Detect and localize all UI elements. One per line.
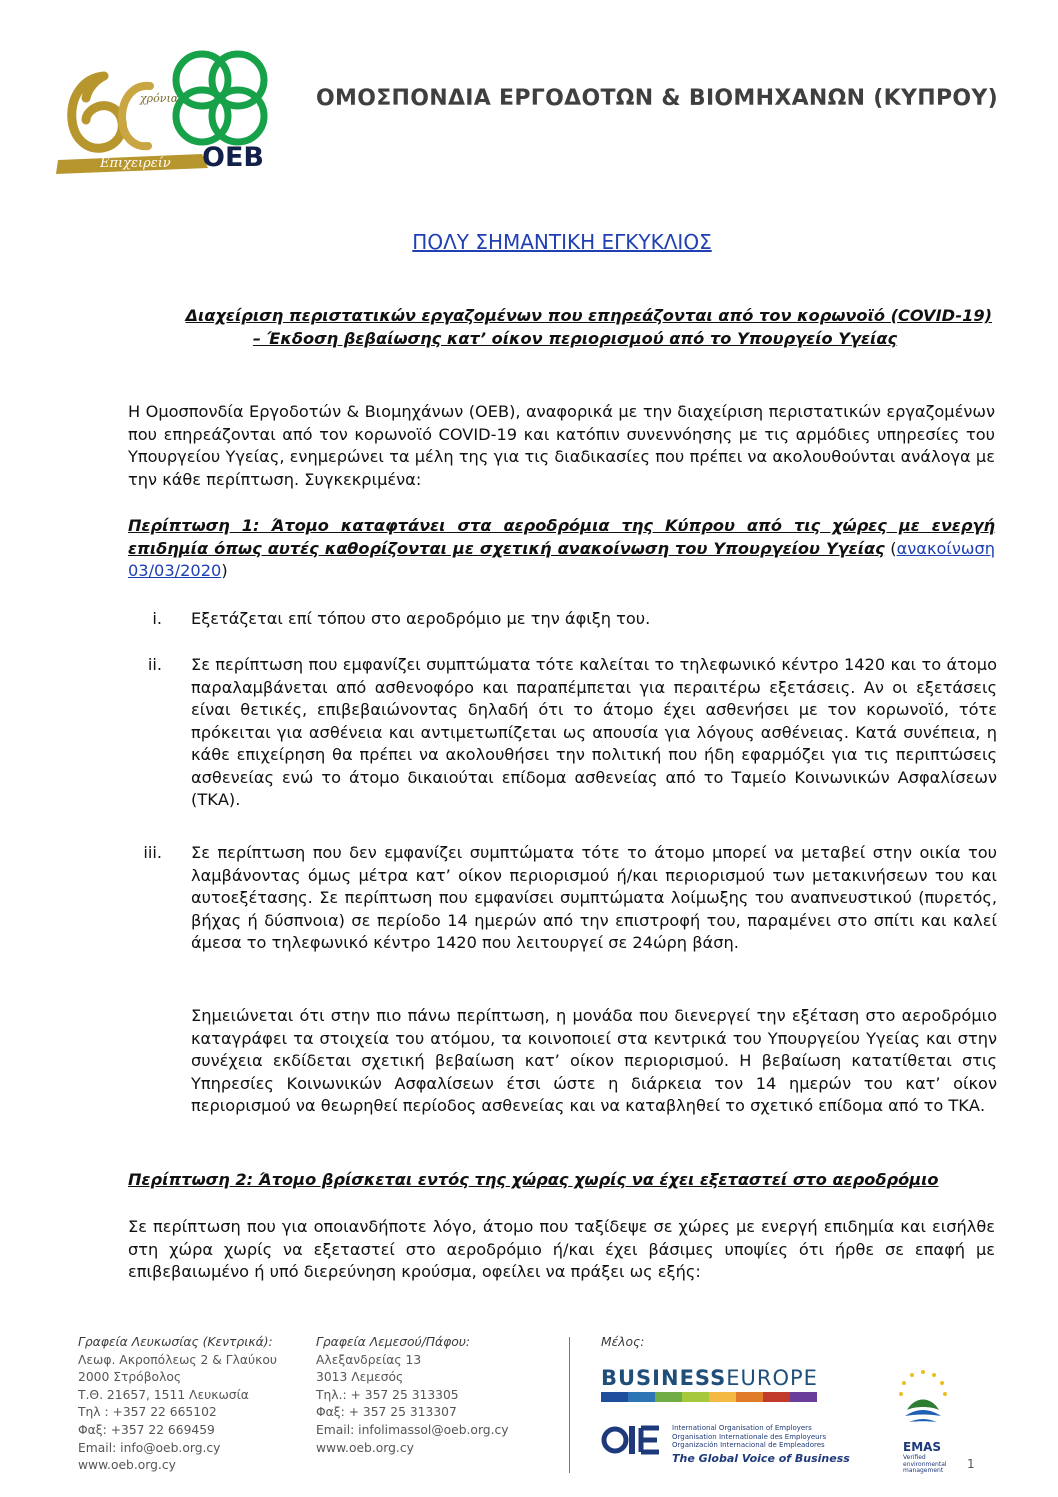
businesseurope-part1: BUSINESS — [601, 1366, 727, 1390]
emas-logo — [893, 1366, 953, 1440]
limassol-line: 3013 Λεμεσός — [316, 1370, 404, 1385]
item-text-ii: Σε περίπτωση που εμφανίζει συμπτώματα τότε καλείται το τηλεφωνικό κέντρο 1420 και το άτομο παραλαμβάνεται από ασθενοφόρο και παραπέμπεται για περαιτέρω εξετάσεις. Αν οι εξετάσεις είναι θετικές, επιβεβαιώνοντας δηλαδή ότι το άτομο έχει ασθενήσει με τον κορωνοϊό, τότε πρόκειται για ασθένεια και αντιμετωπίζεται ως απουσία για λόγους ασθένειας. Κατά συνέπεια, η κάθε επιχείρηση θα πρέπει να ακολουθήσει την πολιτική που ήδη εφαρμόζει για τις περιπτώσεις ασθενείας ενώ το άτομο δικαιούται επίδομα ασθενείας από το Ταμείο Κοινωνικών Ασφαλίσεων (ΤΚΑ). — [191, 655, 997, 809]
organisation-title: ΟΜΟΣΠΟΝΔΙΑ ΕΡΓΟΔΟΤΩΝ & ΒΙΟΜΗΧΑΝΩΝ (ΚΥΠΡΟΥ) — [316, 86, 998, 111]
nicosia-email[interactable]: Email: info@oeb.org.cy — [78, 1440, 221, 1455]
emas-sub-line: Verified — [903, 1454, 926, 1461]
nicosia-line: 2000 Στρόβολος — [78, 1370, 182, 1385]
logo-tagline: Επιχειρείν — [100, 156, 171, 171]
footer-divider — [569, 1337, 570, 1473]
item-text-iii: Σε περίπτωση που δεν εμφανίζει συμπτώματα τότε το άτομο μπορεί να μεταβεί στην οικία του λαμβάνοντας όμως μέτρα κατ’ οίκον περιορισμού ή/και περιορισμού των μετακινήσεων του και αυτοεξέτασης. Σε περίπτωση που εμφανίσει συμπτώματα λοίμωξης του αναπνευστικού (πυρετός, βήχας ή δύσπνοια) σε περίοδο 14 ημερών από την επιστροφή του, παραμένει στο σπίτι και καλεί άμεσα το τηλεφωνικό κέντρο 1420 που λειτουργεί σε 24ώρη βάση. — [191, 843, 997, 952]
announcement-link[interactable]: ανακοίνωση 03/03/2020 — [128, 538, 995, 580]
oeb-logo — [52, 36, 292, 176]
limassol-website[interactable]: www.oeb.org.cy — [316, 1440, 414, 1455]
document-title: ΠΟΛΥ ΣΗΜΑΝΤΙΚΗ ΕΓΚΥΚΛΙΟΣ — [412, 230, 712, 254]
logo-years-text: χρόνια — [140, 92, 179, 105]
subtitle-line-2: – Έκδοση βεβαίωσης κατ’ οίκον περιορισμού από το Υπουργείο Υγείας — [252, 329, 898, 348]
businesseurope-part2: EUROPE — [726, 1366, 818, 1390]
nicosia-website[interactable]: www.oeb.org.cy — [78, 1458, 176, 1473]
ioe-emblem-icon — [601, 1418, 665, 1462]
businesseurope-logo — [601, 1366, 818, 1390]
case-1-heading-text: Περίπτωση 1: Άτομο καταφτάνει στα αεροδρόμια της Κύπρου από τις χώρες με ενεργή επιδημία όπως αυτές καθορίζονται με σχετική ανακοίνωση του Υπουργείου Υγείας — [128, 516, 995, 558]
limassol-email[interactable]: Email: infolimassol@oeb.org.cy — [316, 1422, 509, 1437]
intro-paragraph: Η Ομοσπονδία Εργοδοτών & Βιομηχάνων (ΟΕΒ), αναφορικά με την διαχείριση περιστατικών εργαζομένων που επηρεάζονται από τον κορωνοϊό COVID-19 και κατόπιν συνεννόησης με τις αρμόδιες υπηρεσίες του Υπουργείου Υγείας, ενημερώνει τα μέλη της για τις διαδικασίες που πρέπει να ακολουθούνται ανάλογα με την κάθε περίπτωση. Συγκεκριμένα: — [128, 402, 995, 489]
ioe-names — [672, 1424, 826, 1450]
case-1-note: Σημειώνεται ότι στην πιο πάνω περίπτωση, η μονάδα που διενεργεί την εξέταση στο αεροδρόμιο καταγράφει τα στοιχεία του ατόμου, τα κοινοποιεί στα κεντρικά του Υπουργείου Υγείας και στην συνέχεια εκδίδεται σχετική βεβαίωση κατ’ οίκον περιορισμού. Η βεβαίωση κατατίθεται στις Υπηρεσίες Κοινωνικών Ασφαλίσεων έτσι ώστε η διάρκεια τον 14 ημερών του κατ’ οίκον περιορισμού να θεωρηθεί περίοδος ασθενείας και να καταβληθεί το σχετικό επίδομα από το ΤΚΑ. — [191, 1006, 997, 1115]
emas-emblem-icon — [893, 1366, 953, 1440]
businesseurope-color-bar — [601, 1392, 817, 1402]
paren-close: ) — [221, 561, 228, 580]
item-number-ii: ii. — [147, 655, 162, 674]
nicosia-line: Τηλ : +357 22 665102 — [78, 1405, 217, 1420]
item-number-i: i. — [152, 609, 162, 628]
limassol-line: Αλεξανδρείας 13 — [316, 1352, 422, 1367]
ioe-logo — [601, 1418, 665, 1466]
case-2-heading: Περίπτωση 2: Άτομο βρίσκεται εντός της χώρας χωρίς να έχει εξεταστεί στο αεροδρόμιο — [128, 1170, 939, 1189]
item-text-i: Εξετάζεται επί τόπου στο αεροδρόμιο με την άφιξη του. — [191, 609, 651, 628]
item-number-iii: iii. — [143, 843, 162, 862]
emas-sub-line: management — [903, 1467, 944, 1474]
footer-limassol-office — [316, 1334, 509, 1457]
document-subtitle — [128, 304, 992, 350]
member-label — [601, 1334, 644, 1352]
emas-label: EMAS — [903, 1440, 942, 1454]
ioe-name-fr: Organisation Internationale des Employeurs — [672, 1432, 827, 1441]
paren-open: ( — [890, 538, 897, 558]
ioe-name-en: International Organisation of Employers — [672, 1424, 812, 1432]
limassol-heading: Γραφεία Λεμεσού/Πάφου: — [316, 1335, 471, 1349]
case-1-heading — [128, 515, 995, 583]
nicosia-heading: Γραφεία Λευκωσίας (Κεντρικά): — [78, 1335, 273, 1349]
logo-acronym: OEB — [202, 142, 264, 173]
emas-sub-line: environmental — [903, 1460, 947, 1468]
nicosia-line: Τ.Θ. 21657, 1511 Λευκωσία — [78, 1387, 249, 1402]
limassol-line: Φαξ: + 357 25 313307 — [316, 1405, 457, 1420]
subtitle-line-1: Διαχείριση περιστατικών εργαζομένων που επηρεάζονται από τον κορωνοϊό (COVID-19) — [185, 306, 992, 325]
ioe-slogan: The Global Voice of Business — [672, 1452, 850, 1465]
member-label-text: Μέλος: — [601, 1335, 645, 1349]
footer-nicosia-office — [78, 1334, 277, 1475]
nicosia-line: Φαξ: +357 22 669459 — [78, 1422, 215, 1437]
limassol-line: Τηλ.: + 357 25 313305 — [316, 1387, 459, 1402]
emas-subtext — [903, 1455, 947, 1475]
page-number: 1 — [967, 1457, 975, 1471]
case-2-paragraph: Σε περίπτωση που για οποιανδήποτε λόγο, άτομο που ταξίδεψε σε χώρες με ενεργή επιδημία και εισήλθε στη χώρα χωρίς να εξεταστεί στο αεροδρόμιο ή/και έχει βάσιμες υποψίες ότι ήρθε σε επαφή με επιβεβαιωμένο ή υπό διερεύνηση κρούσμα, οφείλει να πράξει ως εξής: — [128, 1217, 995, 1281]
nicosia-line: Λεωφ. Ακροπόλεως 2 & Γλαύκου — [78, 1352, 278, 1367]
ioe-name-es: Organización Internacional de Empleadores — [672, 1441, 825, 1449]
